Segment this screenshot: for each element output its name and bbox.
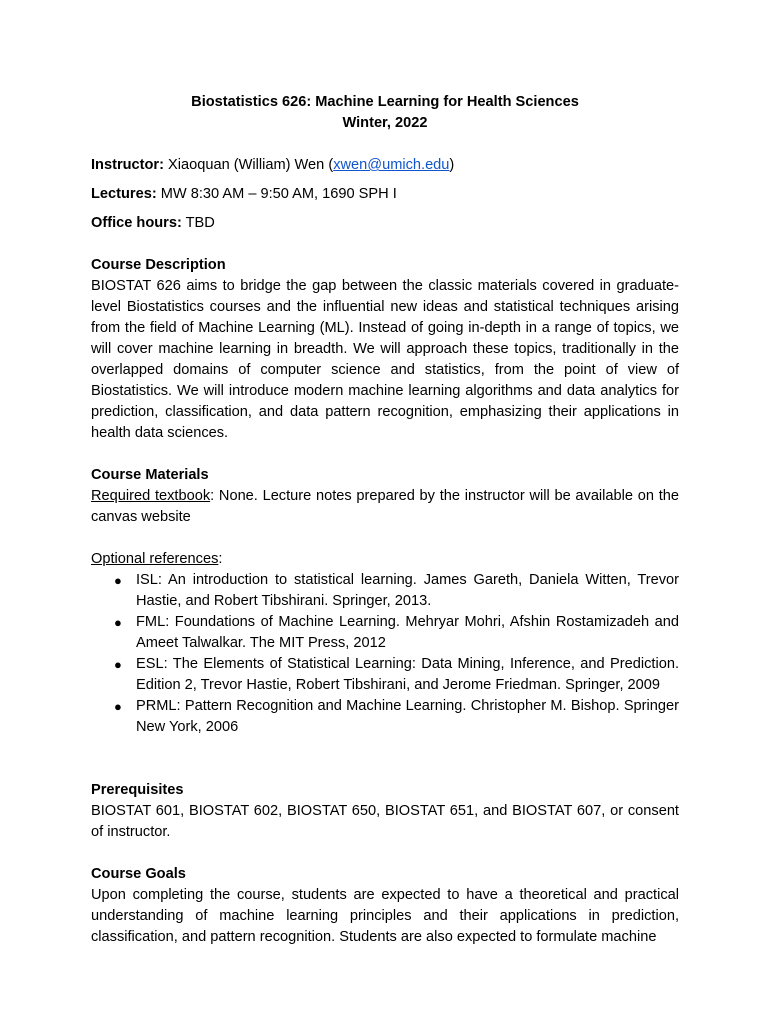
spacer: [91, 843, 679, 864]
document-title: [91, 92, 679, 134]
reference-text: FML: Foundations of Machine Learning. Mehryar Mohri, Afshin Rostamizadeh and Ameet Talwalkar. The MIT Press, 2012: [136, 614, 679, 651]
list-item: [91, 696, 679, 738]
bullet-icon: ●: [114, 573, 122, 588]
spacer: [91, 444, 679, 465]
bullet-icon: ●: [114, 657, 122, 672]
optional-references-label: Optional references: [91, 551, 219, 567]
materials-heading: Course Materials: [91, 467, 209, 483]
course-term: Winter, 2022: [342, 115, 428, 131]
list-item: [91, 612, 679, 654]
spacer: [91, 134, 679, 155]
prerequisites-heading: Prerequisites: [91, 782, 184, 798]
required-textbook-label: Required textbook: [91, 488, 211, 504]
office-hours-label: Office hours:: [91, 215, 182, 231]
office-hours-line: [91, 213, 679, 234]
references-list: [91, 570, 679, 738]
reference-text: PRML: Pattern Recognition and Machine Learning. Christopher M. Bishop. Springer New York, 2006: [136, 698, 679, 735]
list-item: [91, 654, 679, 696]
instructor-name: Xiaoquan (William) Wen (: [163, 157, 334, 173]
lectures-line: [91, 184, 679, 205]
optional-references-colon: :: [218, 551, 223, 567]
syllabus-page: [91, 92, 679, 948]
prerequisites-body: BIOSTAT 601, BIOSTAT 602, BIOSTAT 650, BIOSTAT 651, and BIOSTAT 607, or consent of instructor.: [91, 803, 679, 840]
instructor-line: [91, 155, 679, 176]
spacer: [91, 176, 679, 184]
spacer: [91, 234, 679, 255]
spacer: [91, 759, 679, 780]
spacer: [91, 205, 679, 213]
lectures-value: MW 8:30 AM – 9:50 AM, 1690 SPH I: [156, 186, 397, 202]
required-textbook-text: : None. Lecture notes prepared by the instructor will be available on the canvas website: [91, 488, 679, 525]
goals-heading: Course Goals: [91, 866, 186, 882]
spacer: [91, 528, 679, 549]
reference-text: ESL: The Elements of Statistical Learning: Data Mining, Inference, and Prediction. Edition 2, Trevor Hastie, Robert Tibshirani, and Jerome Friedman. Springer, 2009: [136, 656, 679, 693]
instructor-label: Instructor:: [91, 157, 164, 173]
spacer: [91, 738, 679, 759]
description-body: BIOSTAT 626 aims to bridge the gap between the classic materials covered in graduate-level Biostatistics courses and the influential new ideas and statistical techniques arising from the field of Machine Learning (ML). Instead of going in-depth in a range of topics, we will cover machine learning in breadth. We will approach these topics, traditionally in the overlapped domains of computer science and statistics, from the point of view of Biostatistics. We will introduce modern machine learning algorithms and data analytics for prediction, classification, and data pattern recognition, emphasizing their applications in health data sciences.: [91, 278, 679, 441]
bullet-icon: ●: [114, 615, 122, 630]
required-textbook-paragraph: [91, 486, 679, 528]
office-hours-value: TBD: [181, 215, 215, 231]
instructor-email-link[interactable]: xwen@umich.edu: [333, 157, 450, 173]
course-title: Biostatistics 626: Machine Learning for Health Sciences: [191, 94, 579, 110]
goals-body: Upon completing the course, students are expected to have a theoretical and practical understanding of machine learning principles and their applications in prediction, classification, and pattern recognition. Students are also expected to formulate machine: [91, 887, 679, 945]
optional-references-line: [91, 549, 679, 570]
description-heading: Course Description: [91, 257, 226, 273]
list-item: [91, 570, 679, 612]
reference-text: ISL: An introduction to statistical learning. James Gareth, Daniela Witten, Trevor Hastie, and Robert Tibshirani. Springer, 2013.: [136, 572, 679, 609]
lectures-label: Lectures:: [91, 186, 157, 202]
instructor-close: ): [449, 157, 455, 173]
bullet-icon: ●: [114, 699, 122, 714]
